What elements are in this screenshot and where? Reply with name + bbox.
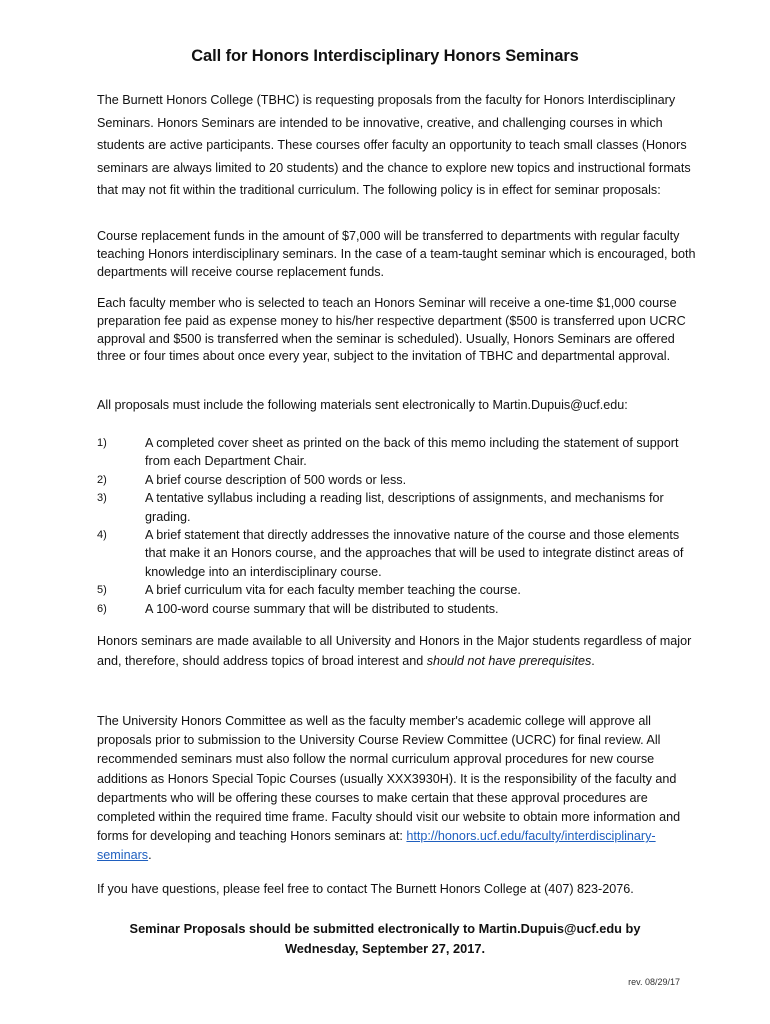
list-number: 2) [97,473,107,486]
list-text: A completed cover sheet as printed on the back of this memo including the statement of support from each Department Chair. [145,436,679,469]
list-number: 5) [97,584,107,597]
list-item [97,489,697,526]
submission-deadline-notice [0,919,770,959]
prerequisites-emphasis: should not have prerequisites [426,654,592,668]
list-text: A brief curriculum vita for each faculty member teaching the course. [145,583,521,598]
list-item [97,581,697,599]
preparation-fee-paragraph: Each faculty member who is selected to teach an Honors Seminar will receive a one-time $1,000 course preparation fee paid as expense money to his/her respective department ($500 is transferred upon UCRC approval and $500 is transferred when the seminar is scheduled). Usually, Honors Seminars are offered three or four times about once every year, subject to the invitation of TBHC and departmental approval. [97,296,686,364]
intro-paragraph: The Burnett Honors College (TBHC) is requesting proposals from the faculty for Honors Interdisciplinary Seminars. Honors Seminars are intended to be innovative, creative, and challenging courses in which students are active participants. These courses offer faculty an opportunity to teach small classes (Honors seminars are always limited to 20 students) and the chance to explore new topics and instructional formats that may not fit within the traditional curriculum. The following policy is in effect for seminar proposals: [97,93,691,198]
list-item [97,526,697,581]
list-item [97,434,697,471]
list-number: 1) [97,437,107,449]
revision-date: rev. 08/29/17 [628,977,680,987]
availability-end: . [591,654,595,668]
list-item [97,600,697,618]
materials-list [97,434,697,618]
contact-paragraph: If you have questions, please feel free to contact The Burnett Honors College at (407) 823-2076. [97,882,634,896]
deadline-line: Wednesday, September 27, 2017. [284,941,486,956]
approval-paragraph [97,712,697,866]
materials-intro-paragraph: All proposals must include the following materials sent electronically to Martin.Dupuis@ucf.edu: [97,398,628,412]
seminars-website-link[interactable]: http://honors.ucf.edu/faculty/interdisciplinary-seminars [97,829,656,863]
list-number: 6) [97,602,107,615]
list-text: A brief course description of 500 words or less. [145,472,407,487]
approval-end: . [148,848,152,863]
list-text: A tentative syllabus including a reading list, descriptions of assignments, and mechanisms for grading. [145,491,664,524]
list-item [97,471,697,489]
list-text: A 100-word course summary that will be distributed to students. [145,601,499,616]
submission-line: Seminar Proposals should be submitted electronically to Martin.Dupuis@ucf.edu by [129,921,641,936]
availability-paragraph [97,631,697,671]
page-title: Call for Honors Interdisciplinary Honors Seminars [191,47,579,65]
replacement-funds-paragraph: Course replacement funds in the amount of $7,000 will be transferred to departments with regular faculty teaching Honors interdisciplinary seminars. In the case of a team-taught seminar which is encouraged, both departments will receive course replacement funds. [97,229,696,279]
approval-text: The University Honors Committee as well as the faculty member's academic college will approve all proposals prior to submission to the University Course Review Committee (UCRC) for final review. All recommended seminars must also follow the normal curriculum approval procedures for new course additions as Honors Special Topic Courses (usually XXX3930H). It is the responsibility of the faculty and departments who will be offering these courses to make certain that these approval procedures are completed within the required time frame. Faculty should visit our website to obtain more information and forms for developing and teaching Honors seminars at: [97,714,681,844]
availability-text: Honors seminars are made available to all University and Honors in the Major students regardless of major and, therefore, should address topics of broad interest and [97,634,692,668]
list-number: 4) [97,529,107,542]
list-text: A brief statement that directly addresses the innovative nature of the course and those elements that make it an Honors course, and the approaches that will be used to integrate distinct areas of knowledge into an interdisciplinary course. [145,528,684,579]
list-number: 3) [97,492,107,505]
